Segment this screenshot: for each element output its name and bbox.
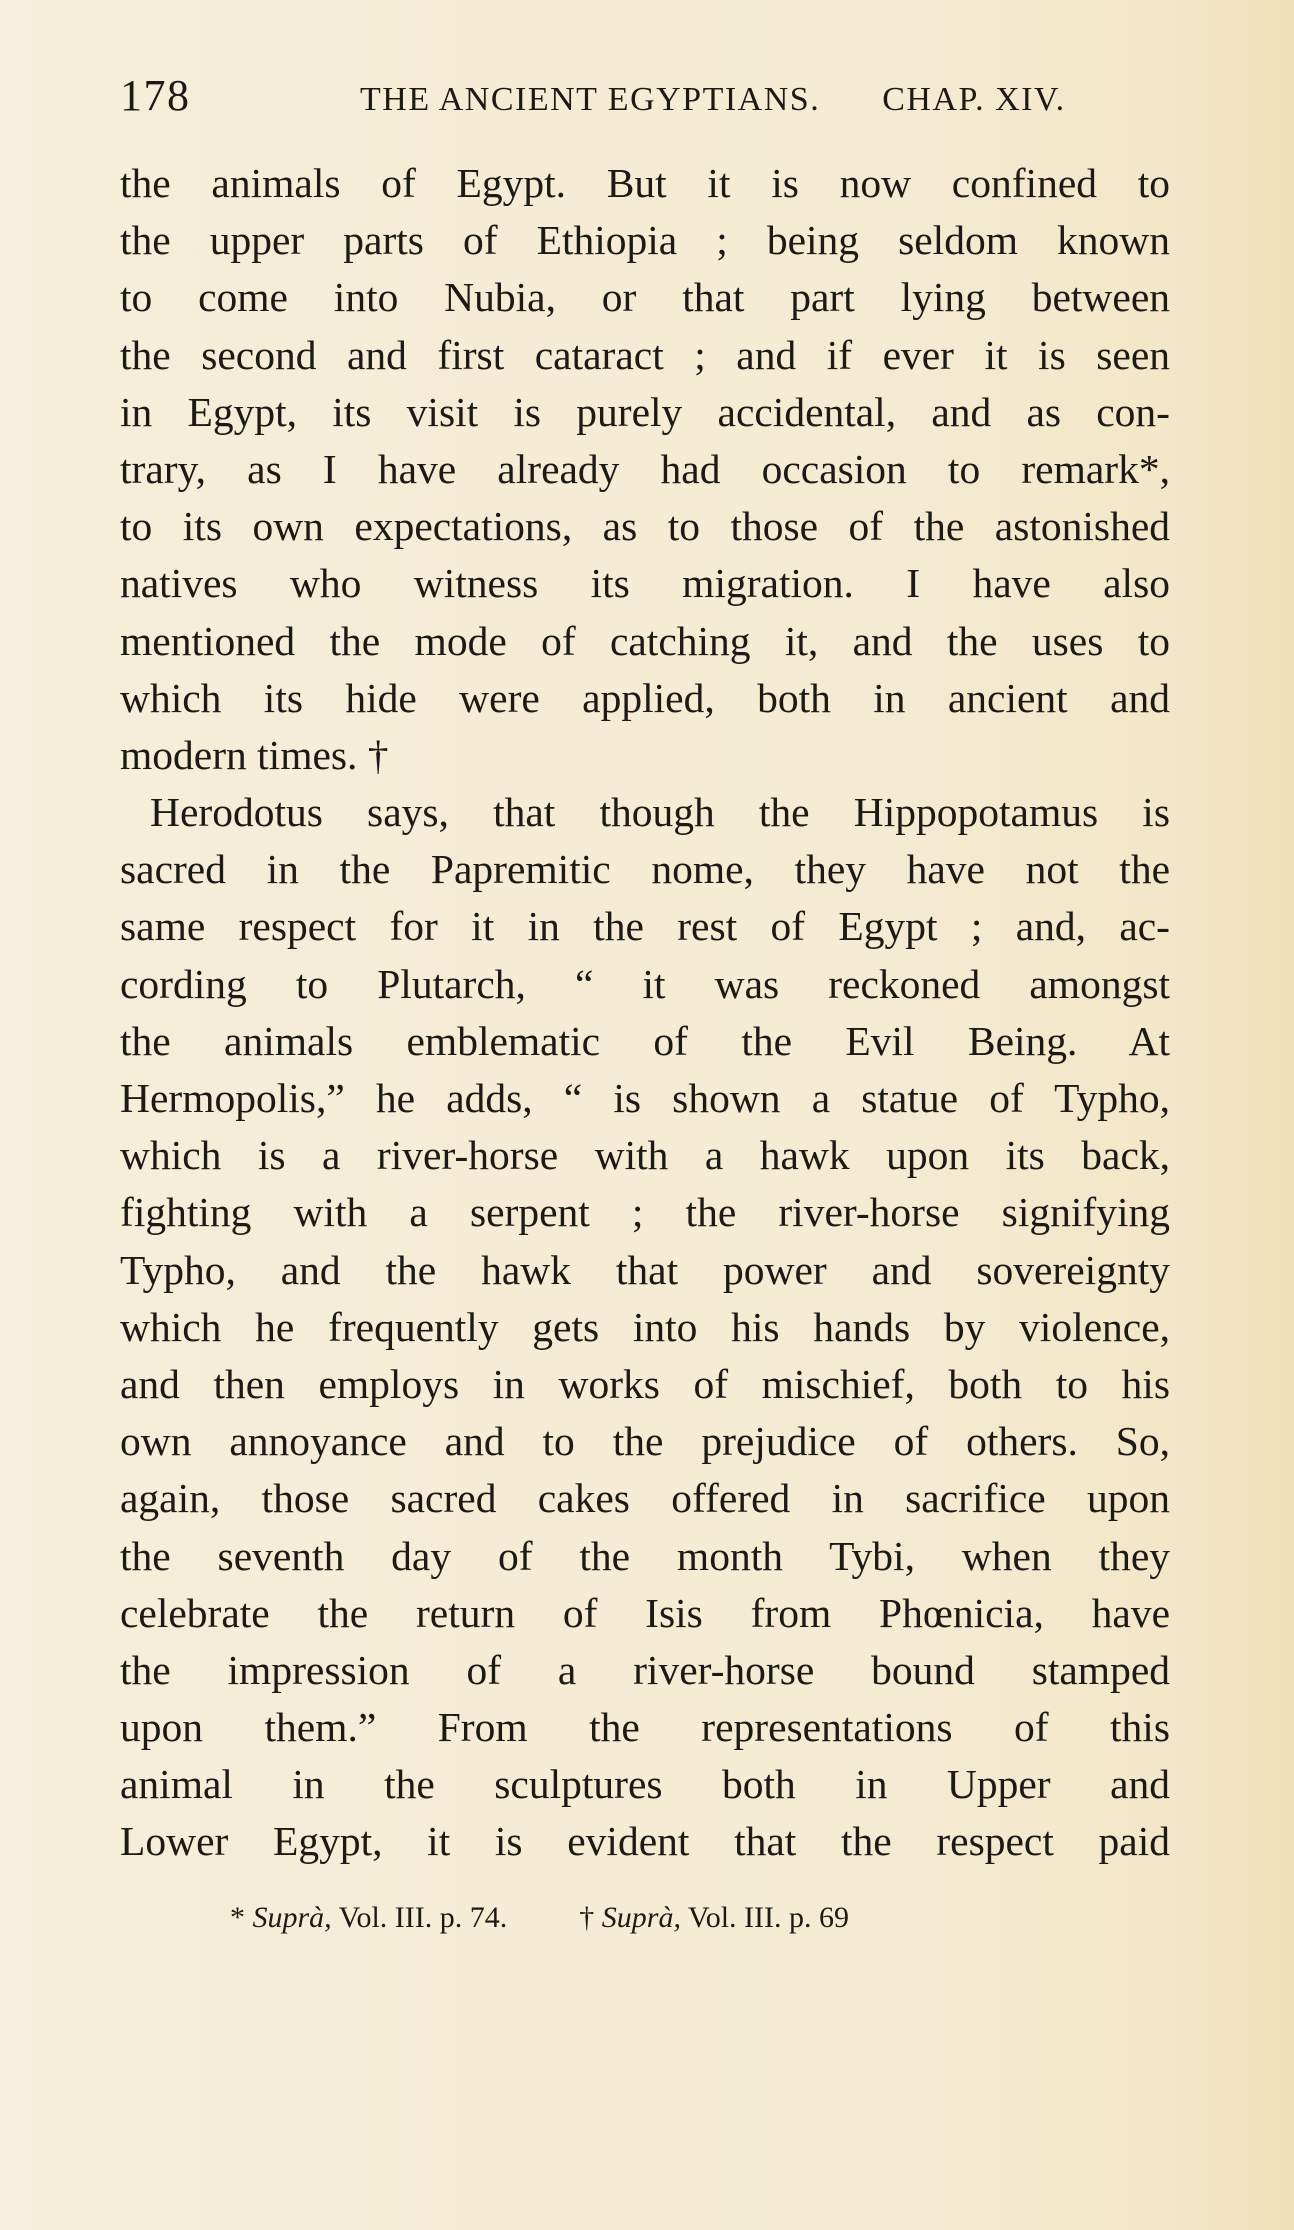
text-line: sacred in the Papremitic nome, they have not the: [120, 846, 1170, 893]
text-line: animal in the sculptures both in Upper and: [120, 1761, 1170, 1808]
text-line: own annoyance and to the prejudice of others. So,: [120, 1418, 1170, 1465]
text-line: the animals of Egypt. But it is now confined to: [120, 160, 1170, 206]
running-title: THE ANCIENT EGYPTIANS.: [360, 81, 821, 118]
text-line: natives who witness its migration. I have also: [120, 560, 1170, 607]
paragraph-start-line: Herodotus says, that though the Hippopotamus is: [150, 789, 1170, 836]
running-head: [120, 70, 1170, 130]
footnote-reference: Vol. III. p. 69: [687, 1900, 850, 1934]
page-number: 178: [120, 71, 191, 120]
footnotes: [120, 1901, 1170, 1935]
text-line: celebrate the return of Isis from Phœnicia, have: [120, 1589, 1170, 1636]
text-line: which is a river-horse with a hawk upon its back,: [120, 1132, 1170, 1179]
footnote-reference: Vol. III. p. 74.: [338, 1900, 508, 1934]
text-line: upon them.” From the representations of this: [120, 1704, 1170, 1751]
text-line: fighting with a serpent ; the river-horse signifying: [120, 1189, 1170, 1236]
text-line: the seventh day of the month Tybi, when they: [120, 1532, 1170, 1579]
text-line: and then employs in works of mischief, both to his: [120, 1360, 1170, 1407]
text-line: which its hide were applied, both in ancient and: [120, 674, 1170, 721]
text-line: which he frequently gets into his hands by violence,: [120, 1303, 1170, 1350]
text-line: again, those sacred cakes offered in sacrifice upon: [120, 1475, 1170, 1522]
footnote-mark: †: [579, 1900, 595, 1934]
text-line: cording to Plutarch, “ it was reckoned amongst: [120, 960, 1170, 1007]
footnote-italic: Suprà,: [601, 1900, 681, 1934]
chapter-label: CHAP. XIV.: [882, 81, 1066, 118]
text-line: same respect for it in the rest of Egypt ; and, ac-: [120, 903, 1170, 950]
footnote-dagger: [579, 1901, 849, 1935]
body-text: [120, 155, 1170, 1871]
text-line: to its own expectations, as to those of the astonished: [120, 503, 1170, 550]
text-line: the second and first cataract ; and if ever it is seen: [120, 331, 1170, 378]
text-line: Lower Egypt, it is evident that the respect paid: [120, 1818, 1170, 1865]
text-line: the upper parts of Ethiopia ; being seldom known: [120, 217, 1170, 264]
text-line: in Egypt, its visit is purely accidental, and as con-: [120, 388, 1170, 435]
text-line: Typho, and the hawk that power and sovereignty: [120, 1246, 1170, 1293]
footnote-italic: Suprà,: [252, 1900, 332, 1934]
text-line: the impression of a river-horse bound stamped: [120, 1646, 1170, 1693]
footnote-mark: *: [230, 1900, 245, 1934]
paragraph-end-line: modern times. †: [120, 731, 389, 778]
footnote-star: [230, 1901, 507, 1935]
text-line: to come into Nubia, or that part lying between: [120, 274, 1170, 321]
text-line: the animals emblematic of the Evil Being. At: [120, 1017, 1170, 1064]
book-page: [120, 70, 1170, 1935]
text-line: trary, as I have already had occasion to remark*,: [120, 445, 1170, 492]
text-line: mentioned the mode of catching it, and the uses to: [120, 617, 1170, 664]
text-line: Hermopolis,” he adds, “ is shown a statue of Typho,: [120, 1075, 1170, 1121]
